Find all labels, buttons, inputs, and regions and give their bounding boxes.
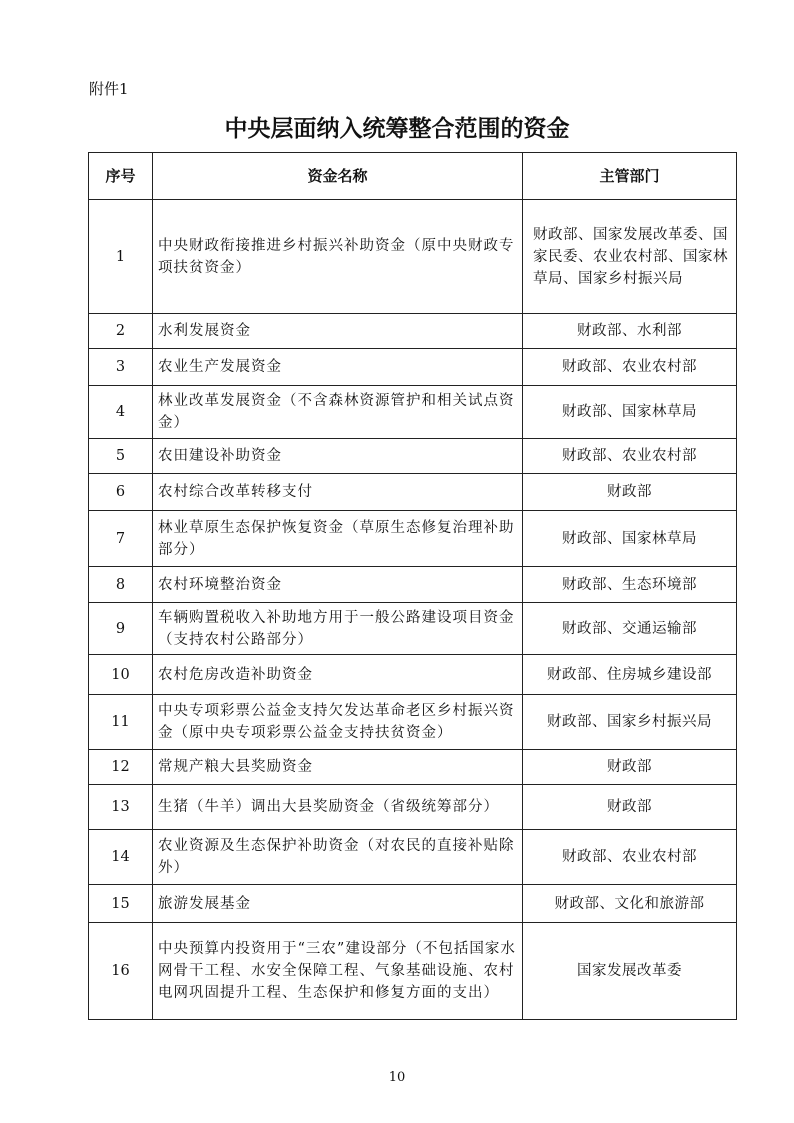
fund-name: 农业资源及生态保护补助资金（对农民的直接补贴除外） [153, 830, 523, 885]
row-number: 7 [89, 511, 153, 567]
table-row [89, 511, 737, 567]
header-serial: 序号 [89, 153, 153, 200]
row-number: 12 [89, 750, 153, 785]
fund-name: 农业生产发展资金 [153, 349, 523, 386]
department: 财政部、生态环境部 [523, 567, 737, 603]
fund-name: 旅游发展基金 [153, 885, 523, 923]
table-row [89, 695, 737, 750]
row-number: 10 [89, 655, 153, 695]
table-row [89, 349, 737, 386]
department: 财政部、交通运输部 [523, 603, 737, 655]
page-number: 10 [388, 1070, 406, 1085]
funds-table [88, 152, 737, 1020]
table-row [89, 785, 737, 830]
fund-name: 农村危房改造补助资金 [153, 655, 523, 695]
department: 财政部、国家林草局 [523, 511, 737, 567]
department: 财政部 [523, 750, 737, 785]
table-row [89, 750, 737, 785]
header-fund-name: 资金名称 [153, 153, 523, 200]
document-title: 中央层面纳入统筹整合范围的资金 [224, 116, 570, 142]
department: 财政部、文化和旅游部 [523, 885, 737, 923]
table-row [89, 314, 737, 349]
department: 财政部、农业农村部 [523, 830, 737, 885]
fund-name: 中央专项彩票公益金支持欠发达革命老区乡村振兴资金（原中央专项彩票公益金支持扶贫资金） [153, 695, 523, 750]
department: 财政部、水利部 [523, 314, 737, 349]
row-number: 15 [89, 885, 153, 923]
department: 财政部、农业农村部 [523, 439, 737, 474]
table-row [89, 439, 737, 474]
fund-name: 农村环境整治资金 [153, 567, 523, 603]
fund-name: 农村综合改革转移支付 [153, 474, 523, 511]
row-number: 5 [89, 439, 153, 474]
department: 财政部、农业农村部 [523, 349, 737, 386]
row-number: 2 [89, 314, 153, 349]
table-row [89, 603, 737, 655]
table-row [89, 923, 737, 1020]
fund-name: 林业改革发展资金（不含森林资源管护和相关试点资金） [153, 386, 523, 439]
fund-name: 车辆购置税收入补助地方用于一般公路建设项目资金（支持农村公路部分） [153, 603, 523, 655]
fund-name: 生猪（牛羊）调出大县奖励资金（省级统筹部分） [153, 785, 523, 830]
table-row [89, 200, 737, 314]
attachment-label: 附件1 [89, 80, 129, 98]
row-number: 8 [89, 567, 153, 603]
fund-name: 水利发展资金 [153, 314, 523, 349]
department: 财政部、国家发展改革委、国家民委、农业农村部、国家林草局、国家乡村振兴局 [523, 200, 737, 314]
table-row [89, 386, 737, 439]
header-department: 主管部门 [523, 153, 737, 200]
row-number: 14 [89, 830, 153, 885]
table-row [89, 885, 737, 923]
department: 财政部、住房城乡建设部 [523, 655, 737, 695]
fund-name: 常规产粮大县奖励资金 [153, 750, 523, 785]
row-number: 16 [89, 923, 153, 1020]
table-row [89, 655, 737, 695]
row-number: 6 [89, 474, 153, 511]
department: 财政部 [523, 785, 737, 830]
department: 财政部、国家林草局 [523, 386, 737, 439]
row-number: 1 [89, 200, 153, 314]
fund-name: 农田建设补助资金 [153, 439, 523, 474]
table-row [89, 567, 737, 603]
row-number: 13 [89, 785, 153, 830]
fund-name: 林业草原生态保护恢复资金（草原生态修复治理补助部分） [153, 511, 523, 567]
fund-name: 中央财政衔接推进乡村振兴补助资金（原中央财政专项扶贫资金） [153, 200, 523, 314]
row-number: 4 [89, 386, 153, 439]
table-row [89, 830, 737, 885]
row-number: 11 [89, 695, 153, 750]
row-number: 3 [89, 349, 153, 386]
table-header-row [89, 153, 737, 200]
table-row [89, 474, 737, 511]
fund-name: 中央预算内投资用于“三农”建设部分（不包括国家水网骨干工程、水安全保障工程、气象基础设施、农村电网巩固提升工程、生态保护和修复方面的支出） [153, 923, 523, 1020]
department: 国家发展改革委 [523, 923, 737, 1020]
department: 财政部、国家乡村振兴局 [523, 695, 737, 750]
row-number: 9 [89, 603, 153, 655]
department: 财政部 [523, 474, 737, 511]
